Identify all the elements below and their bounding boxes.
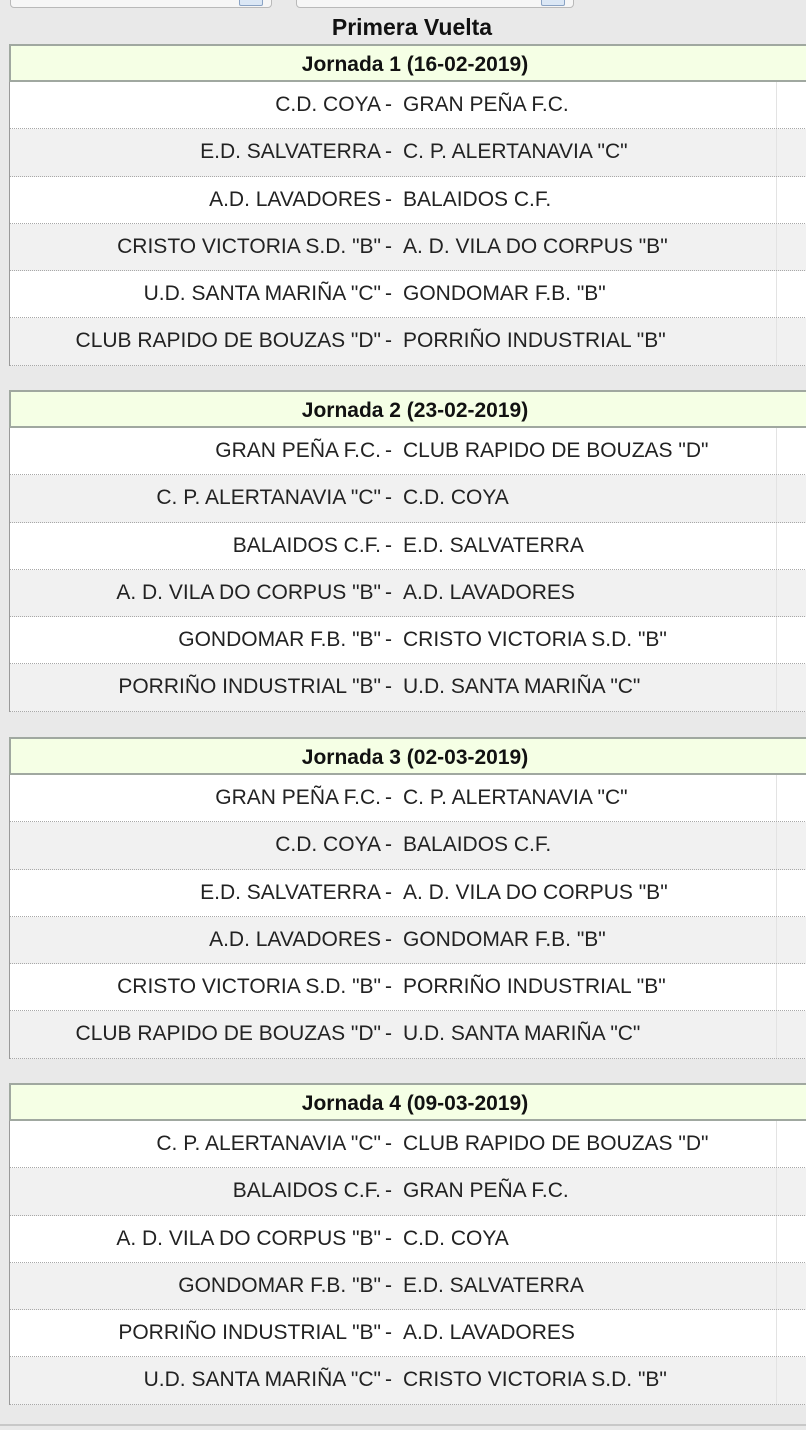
match-row (10, 1168, 806, 1215)
jornada-header: Jornada 2 (23-02-2019) (9, 390, 806, 428)
match-row (10, 964, 806, 1011)
match-row (10, 475, 806, 522)
column-divider (776, 870, 777, 916)
away-team: GONDOMAR F.B. "B" (403, 282, 606, 306)
match-separator: - (385, 329, 392, 353)
match-separator: - (385, 486, 392, 510)
match-separator: - (385, 282, 392, 306)
match-separator: - (385, 1273, 392, 1297)
jornada-table (9, 737, 806, 1059)
match-row (10, 129, 806, 176)
column-divider (776, 664, 777, 710)
match-separator: - (385, 93, 392, 116)
column-divider (776, 523, 777, 569)
away-team: A. D. VILA DO CORPUS "B" (403, 880, 668, 904)
match-row (10, 523, 806, 570)
match-row (10, 1121, 806, 1168)
home-team: A.D. LAVADORES (209, 927, 381, 951)
match-separator: - (385, 533, 392, 557)
column-divider (776, 1310, 777, 1356)
column-divider (776, 570, 777, 616)
home-team: A. D. VILA DO CORPUS "B" (116, 580, 381, 604)
home-team: C.D. COYA (275, 833, 381, 857)
column-divider (776, 917, 777, 963)
away-team: GRAN PEÑA F.C. (403, 93, 569, 116)
home-team: C. P. ALERTANAVIA "C" (156, 486, 381, 510)
away-team: CRISTO VICTORIA S.D. "B" (403, 1368, 667, 1392)
jornada-header: Jornada 3 (02-03-2019) (9, 737, 806, 775)
page-bottom-divider (0, 1424, 806, 1426)
filter-controls (0, 0, 806, 10)
home-team: PORRIÑO INDUSTRIAL "B" (118, 1321, 381, 1345)
match-row (10, 1263, 806, 1310)
calendar-icon[interactable] (541, 0, 565, 6)
match-row (10, 82, 806, 129)
column-divider (776, 1216, 777, 1262)
away-team: GRAN PEÑA F.C. (403, 1179, 569, 1203)
match-separator: - (385, 1022, 392, 1046)
match-separator: - (385, 927, 392, 951)
column-divider (776, 1011, 777, 1057)
jornada-table (9, 1083, 806, 1405)
match-row (10, 775, 806, 822)
match-separator: - (385, 187, 392, 211)
column-divider (776, 224, 777, 270)
home-team: BALAIDOS C.F. (232, 533, 381, 557)
away-team: C. P. ALERTANAVIA "C" (403, 786, 628, 809)
home-team: PORRIÑO INDUSTRIAL "B" (118, 675, 381, 699)
home-team: E.D. SALVATERRA (200, 880, 381, 904)
home-team: U.D. SANTA MARIÑA "C" (143, 1368, 381, 1392)
home-team: GONDOMAR F.B. "B" (178, 628, 381, 652)
home-team: C.D. COYA (275, 93, 381, 116)
section-title: Primera Vuelta (331, 14, 493, 40)
column-divider (776, 271, 777, 317)
column-divider (776, 129, 777, 175)
home-team: E.D. SALVATERRA (200, 140, 381, 164)
match-separator: - (385, 1368, 392, 1392)
away-team: PORRIÑO INDUSTRIAL "B" (403, 975, 666, 999)
match-separator: - (385, 439, 392, 462)
match-row (10, 271, 806, 318)
away-team: U.D. SANTA MARIÑA "C" (403, 1022, 641, 1046)
away-team: A. D. VILA DO CORPUS "B" (403, 234, 668, 258)
column-divider (776, 964, 777, 1010)
home-team: GONDOMAR F.B. "B" (178, 1273, 381, 1297)
match-row (10, 617, 806, 664)
match-row (10, 570, 806, 617)
away-team: A.D. LAVADORES (403, 1321, 575, 1345)
home-team: CLUB RAPIDO DE BOUZAS "D" (75, 329, 381, 353)
date-to-picker[interactable] (296, 0, 574, 8)
column-divider (776, 1263, 777, 1309)
match-separator: - (385, 833, 392, 857)
away-team: A.D. LAVADORES (403, 580, 575, 604)
match-separator: - (385, 975, 392, 999)
away-team: CLUB RAPIDO DE BOUZAS "D" (403, 1132, 709, 1155)
match-row (10, 822, 806, 869)
column-divider (776, 1121, 777, 1167)
away-team: BALAIDOS C.F. (403, 187, 552, 211)
column-divider (776, 822, 777, 868)
jornada-table (9, 390, 806, 712)
home-team: CRISTO VICTORIA S.D. "B" (117, 234, 381, 258)
match-row (10, 664, 806, 711)
match-separator: - (385, 786, 392, 809)
jornada-header: Jornada 1 (16-02-2019) (9, 44, 806, 82)
home-team: C. P. ALERTANAVIA "C" (156, 1132, 381, 1155)
match-row (10, 224, 806, 271)
match-separator: - (385, 1226, 392, 1250)
away-team: C.D. COYA (403, 486, 509, 510)
home-team: GRAN PEÑA F.C. (215, 439, 381, 462)
match-separator: - (385, 1321, 392, 1345)
match-separator: - (385, 1132, 392, 1155)
away-team: E.D. SALVATERRA (403, 533, 584, 557)
column-divider (776, 1357, 777, 1403)
calendar-icon[interactable] (239, 0, 263, 6)
away-team: C.D. COYA (403, 1226, 509, 1250)
away-team: PORRIÑO INDUSTRIAL "B" (403, 329, 666, 353)
column-divider (776, 775, 777, 821)
jornada-header: Jornada 4 (09-03-2019) (9, 1083, 806, 1121)
home-team: CRISTO VICTORIA S.D. "B" (117, 975, 381, 999)
home-team: U.D. SANTA MARIÑA "C" (143, 282, 381, 306)
away-team: E.D. SALVATERRA (403, 1273, 584, 1297)
column-divider (776, 617, 777, 663)
match-row (10, 318, 806, 365)
match-row (10, 428, 806, 475)
away-team: GONDOMAR F.B. "B" (403, 927, 606, 951)
home-team: A.D. LAVADORES (209, 187, 381, 211)
match-separator: - (385, 628, 392, 652)
match-row (10, 1310, 806, 1357)
match-separator: - (385, 880, 392, 904)
away-team: C. P. ALERTANAVIA "C" (403, 140, 628, 164)
match-separator: - (385, 1179, 392, 1203)
match-separator: - (385, 580, 392, 604)
match-row (10, 1216, 806, 1263)
match-row (10, 1011, 806, 1058)
column-divider (776, 428, 777, 474)
column-divider (776, 475, 777, 521)
match-row (10, 870, 806, 917)
away-team: CRISTO VICTORIA S.D. "B" (403, 628, 667, 652)
away-team: U.D. SANTA MARIÑA "C" (403, 675, 641, 699)
column-divider (776, 1168, 777, 1214)
match-separator: - (385, 140, 392, 164)
home-team: GRAN PEÑA F.C. (215, 786, 381, 809)
match-separator: - (385, 675, 392, 699)
match-row (10, 177, 806, 224)
away-team: CLUB RAPIDO DE BOUZAS "D" (403, 439, 709, 462)
home-team: A. D. VILA DO CORPUS "B" (116, 1226, 381, 1250)
match-row (10, 1357, 806, 1404)
date-from-picker[interactable] (10, 0, 272, 8)
jornada-table (9, 44, 806, 366)
home-team: CLUB RAPIDO DE BOUZAS "D" (75, 1022, 381, 1046)
column-divider (776, 82, 777, 128)
column-divider (776, 177, 777, 223)
match-separator: - (385, 234, 392, 258)
away-team: BALAIDOS C.F. (403, 833, 552, 857)
match-row (10, 917, 806, 964)
column-divider (776, 318, 777, 364)
home-team: BALAIDOS C.F. (232, 1179, 381, 1203)
